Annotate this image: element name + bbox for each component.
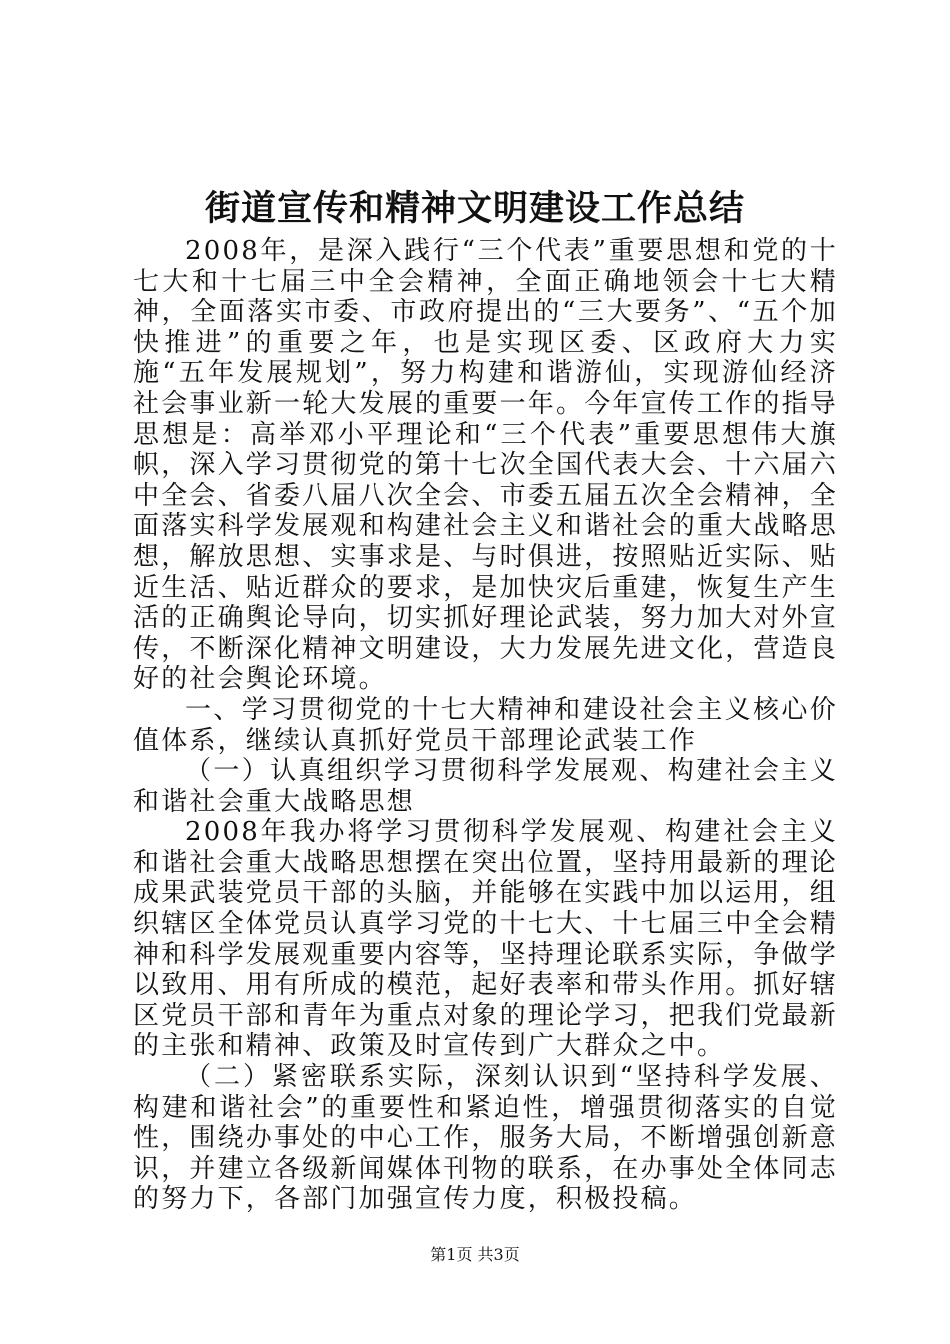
subsection-heading-2: （二）紧密联系实际，深刻认识到“坚持科学发展、构建和谐社会”的重要性和紧迫性，增强贯彻落实的自觉性，围绕办事处的中心工作，服务大局，不断增强创新意识，并建立各级新闻媒体刊物的联系，在办事处全体同志的努力下，各部门加强宣传力度，积极投稿。: [133, 1062, 839, 1215]
document-title: 街道宣传和精神文明建设工作总结: [204, 188, 745, 229]
paragraph-intro: 2008年，是深入践行“三个代表”重要思想和党的十七大和十七届三中全会精神，全面正确地领会十七大精神，全面落实市委、市政府提出的“三大要务”、“五个加快推进”的重要之年，也是实现区委、区政府大力实施“五年发展规划”，努力构建和谐游仙，实现游仙经济社会事业新一轮大发展的重要一年。今年宣传工作的指导思想是：高举邓小平理论和“三个代表”重要思想伟大旗帜，深入学习贯彻党的第十七次全国代表大会、十六届六中全会、省委八届八次全会、市委五届五次全会精神，全面落实科学发展观和构建社会主义和谐社会的重大战略思想，解放思想、实事求是、与时俱进，按照贴近实际、贴近生活、贴近群众的要求，是加快灾后重建，恢复生产生活的正确舆论导向，切实抓好理论武装，努力加大对外宣传，不断深化精神文明建设，大力发展先进文化，营造良好的社会舆论环境。: [133, 236, 839, 695]
subsection-heading-1: （一）认真组织学习贯彻科学发展观、构建社会主义和谐社会重大战略思想: [133, 756, 838, 817]
document-body: [133, 236, 838, 1215]
section-heading-1: 一、学习贯彻党的十七大精神和建设社会主义核心价值体系，继续认真抓好党员干部理论武装工作: [133, 694, 838, 756]
paragraph-study: 2008年我办将学习贯彻科学发展观、构建社会主义和谐社会重大战略思想摆在突出位置，坚持用最新的理论成果武装党员干部的头脑，并能够在实践中加以运用，组织辖区全体党员认真学习党的十七大、十七届三中全会精神和科学发展观重要内容等，坚持理论联系实际，争做学以致用、用有所成的模范，起好表率和带头作用。抓好辖区党员干部和青年为重点对象的理论学习，把我们党最新的主张和精神、政策及时宣传到广大群众之中。: [133, 817, 839, 1062]
page-number-footer: 第1页 共3页: [430, 1245, 520, 1264]
